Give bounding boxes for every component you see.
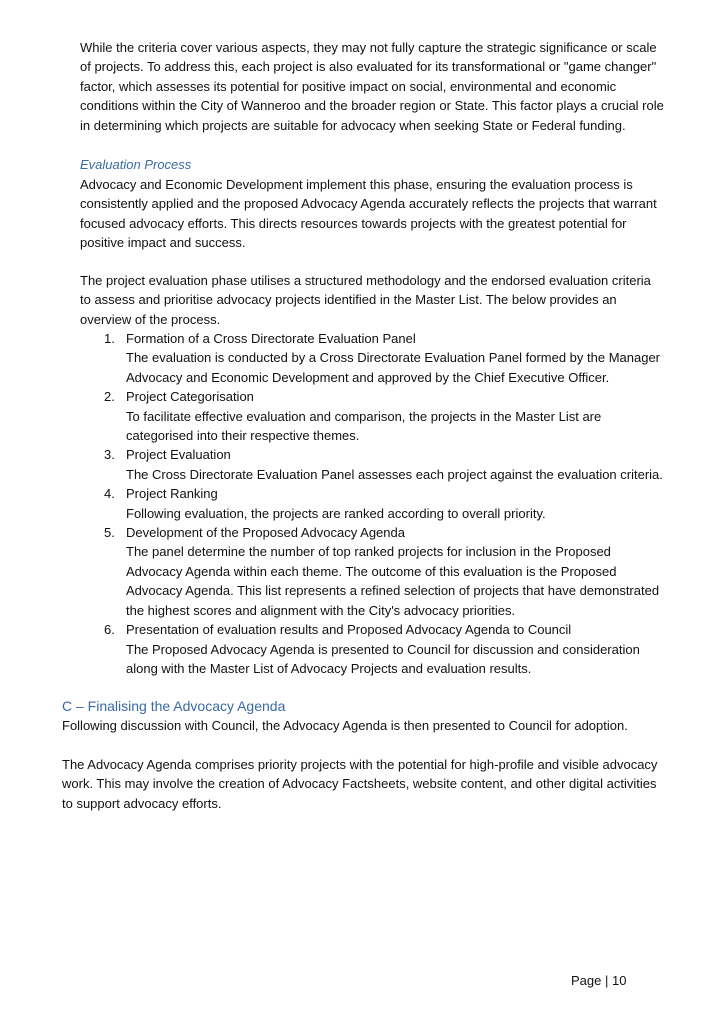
page-number: Page | 10	[571, 973, 627, 988]
list-item-number: 4.	[104, 486, 115, 502]
list-item-number: 3.	[104, 447, 115, 463]
list-item	[80, 387, 665, 445]
list-item	[80, 523, 665, 620]
list-item-text: Following evaluation, the projects are ranked according to overall priority.	[126, 505, 546, 521]
intro-paragraph: While the criteria cover various aspects, they may not fully capture the strategic significance or scale of projects. To address this, each project is also evaluated for its transformational or "game changer" factor, which assesses its potential for positive impact on social, environmental and economic conditions within the City of Wanneroo and the broader region or State. This factor plays a crucial role in determining which projects are suitable for advocacy when seeking State or Federal funding.	[80, 40, 664, 133]
list-item-title: Formation of a Cross Directorate Evaluation Panel	[126, 331, 416, 346]
list-item-text: The Proposed Advocacy Agenda is presented to Council for discussion and consideration along with the Master List of Advocacy Projects and evaluation results.	[126, 641, 640, 676]
list-item	[80, 329, 665, 387]
list-item-text: The panel determine the number of top ranked projects for inclusion in the Proposed Advocacy Agenda within each theme. The outcome of this evaluation is the Proposed Advocacy Agenda. This list represents a refined selection of projects that have demonstrated the highest scores and alignment with the City's advocacy priorities.	[126, 544, 660, 618]
finalising-paragraph-2: The Advocacy Agenda comprises priority projects with the potential for high-profile and visible advocacy work. This may involve the creation of Advocacy Factsheets, website content, and other digital activities to support advocacy efforts.	[62, 757, 658, 811]
list-item-title: Project Evaluation	[126, 447, 231, 463]
evaluation-process-description: Advocacy and Economic Development implement this phase, ensuring the evaluation process is consistently applied and the proposed Advocacy Agenda accurately reflects the projects that warrant focused advocacy efforts. This directs resources towards projects with the greatest potential for positive impact and success.	[80, 177, 657, 251]
list-item	[80, 484, 665, 523]
list-item-number: 5.	[104, 525, 115, 541]
list-item-text: The evaluation is conducted by a Cross Directorate Evaluation Panel formed by the Manager Advocacy and Economic Development and approved by the Chief Executive Officer.	[126, 350, 661, 385]
finalising-paragraph-1: Following discussion with Council, the Advocacy Agenda is then presented to Council for adoption.	[62, 718, 628, 733]
list-item-number: 2.	[104, 389, 115, 405]
evaluation-steps-list	[80, 329, 665, 678]
list-item-text: To facilitate effective evaluation and comparison, the projects in the Master List are categorised into their respective themes.	[126, 408, 602, 444]
finalising-section-heading: C – Finalising the Advocacy Agenda	[62, 698, 286, 714]
list-item-title: Project Categorisation	[126, 389, 254, 405]
list-item-title: Presentation of evaluation results and Proposed Advocacy Agenda to Council	[126, 622, 572, 638]
list-item-title: Development of the Proposed Advocacy Agenda	[126, 525, 405, 541]
list-item	[80, 620, 665, 678]
list-item	[80, 445, 665, 484]
list-item-title: Project Ranking	[126, 486, 218, 502]
list-item-number: 1.	[104, 331, 115, 346]
list-item-number: 6.	[104, 622, 115, 638]
evaluation-phase-description: The project evaluation phase utilises a structured methodology and the endorsed evaluation criteria to assess and prioritise advocacy projects identified in the Master List. The below provides an overview of the process.	[80, 273, 651, 327]
list-item-text: The Cross Directorate Evaluation Panel assesses each project against the evaluation criteria.	[126, 466, 663, 482]
evaluation-process-heading: Evaluation Process	[80, 157, 192, 172]
